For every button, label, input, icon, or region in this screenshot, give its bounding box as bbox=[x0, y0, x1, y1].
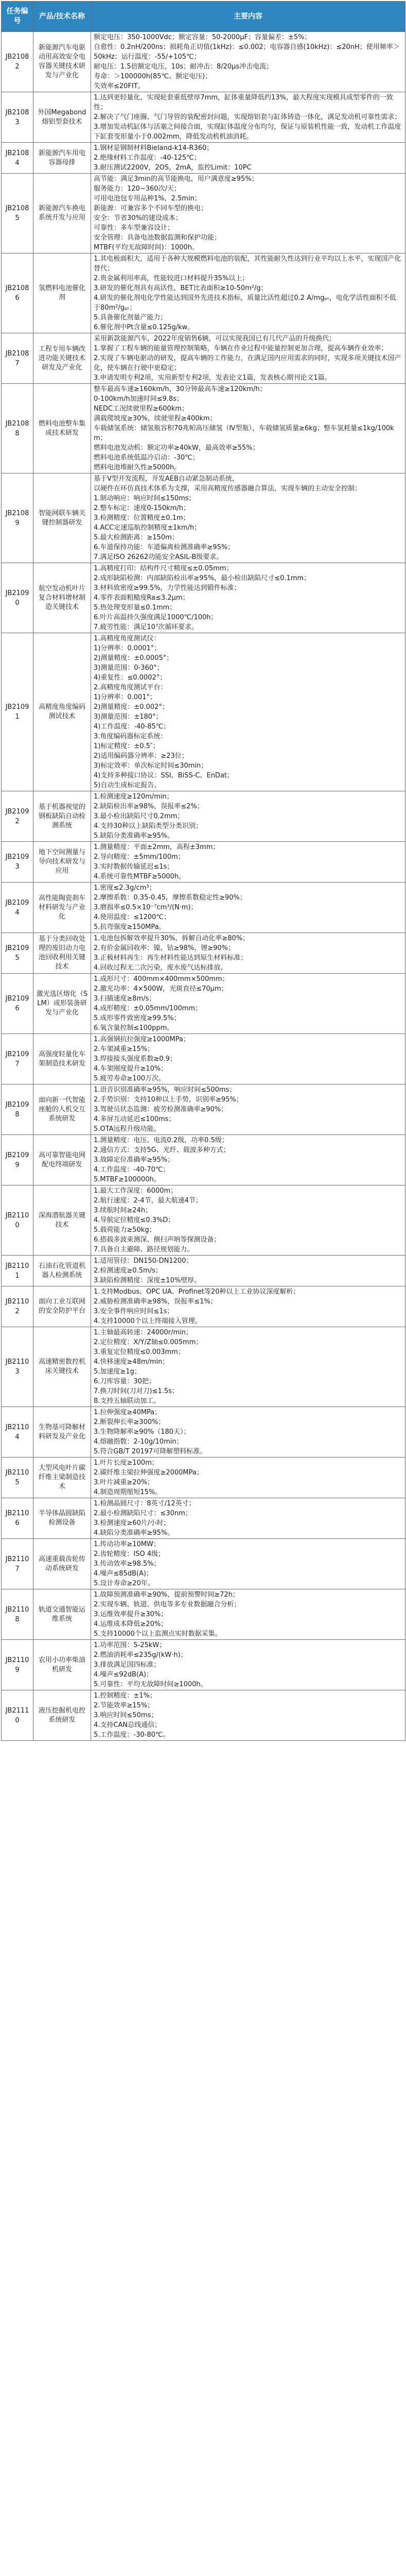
content-line: 5.支持10000个以上监测点实时数据采集。 bbox=[94, 1630, 222, 1638]
content-line: 6.搭载多波束测深、侧扫声呐等探测设备； bbox=[94, 1236, 221, 1244]
content-line: 7.疲劳性能：满足10⁷次循环要求。 bbox=[94, 623, 199, 631]
content-line: 2.车架减重≥15%； bbox=[94, 1045, 154, 1053]
content-line: 3.正极材料再生：再生材料性能达到原生材料标准； bbox=[94, 954, 248, 962]
content-line: 车载储氢系统：储氢瓶容积70兆帕高压储氢（Ⅳ型瓶），车载储氢质量≥6kg；整车氢耗量≤1kg/100km； bbox=[94, 425, 394, 442]
content-line: 2)测量精度：±0.002°； bbox=[94, 703, 169, 711]
content-line: 8.支持五轴联动加工。 bbox=[94, 1397, 161, 1405]
product-name-cell: 面向工业互联网的安全防护平台 bbox=[33, 1286, 91, 1327]
content-line: 3.故障定位准确率≥95%； bbox=[94, 1156, 174, 1164]
table-row bbox=[2, 563, 405, 633]
content-line: 采用新款能源汽车，2022年度销售6辆，可以实现我国已有几代产品的升级换代； bbox=[94, 335, 336, 343]
content-line: 2.贵金属利用率高，性能较进口材料提升35%以上； bbox=[94, 275, 249, 282]
main-content-cell bbox=[91, 1327, 405, 1407]
table-row bbox=[2, 1589, 405, 1640]
content-line: 3.扫描速度≥8m/s； bbox=[94, 995, 156, 1003]
task-code-cell: JB21110 bbox=[2, 1690, 33, 1741]
content-line: 7.满足ISO 26262功能安全ASIL-B级要求。 bbox=[94, 553, 223, 561]
product-name-cell: 新能源汽车换电系统开发与应用 bbox=[33, 174, 91, 253]
content-line: 整车最高车速≥160km/h，30分钟最高车速≥120km/h； bbox=[94, 385, 267, 393]
content-line: 7.换刀时间(刀对刀)≤1.5s； bbox=[94, 1387, 179, 1395]
content-line: 5.具备催化剂量产能力； bbox=[94, 314, 167, 321]
main-content-cell bbox=[91, 1589, 405, 1640]
content-line: 3.研发的催化剂具有高活性，BET比表面积≥10-50m²/g； bbox=[94, 284, 268, 292]
content-line: 1)分辨率：0.001°； bbox=[94, 693, 157, 701]
content-line: 1.叶片长度≥100m； bbox=[94, 1459, 158, 1467]
content-line: 2.碳纤维主梁拉伸强度≥2000MPa； bbox=[94, 1469, 203, 1477]
content-line: 3.材料致密度≥99.5%，力学性能达到锻件标准； bbox=[94, 584, 241, 592]
content-line: 5.工作温度：-30-80℃。 bbox=[94, 1731, 170, 1739]
table-row bbox=[2, 1286, 405, 1327]
main-content-cell bbox=[91, 1458, 405, 1498]
content-line: 3.检测速度≥60片/小时； bbox=[94, 1519, 170, 1527]
table-row bbox=[2, 1690, 405, 1741]
content-line: 4.噪声≤85dB(A)； bbox=[94, 1570, 153, 1578]
main-content-cell bbox=[91, 1185, 405, 1256]
product-name-cell: 轨道交通智能运维系统 bbox=[33, 1589, 91, 1640]
task-code-cell: JB21106 bbox=[2, 1498, 33, 1539]
content-line: 5.疲劳寿命≥100万次。 bbox=[94, 1075, 166, 1082]
table-row bbox=[2, 842, 405, 883]
document-sheet bbox=[1, 1, 405, 1741]
main-content-cell bbox=[91, 1407, 405, 1458]
product-name-cell: 基于分类回收处理的废旧动力电池回收利用关键技术 bbox=[33, 933, 91, 974]
content-line: 4.支持30种以上缺陷类型分类识别； bbox=[94, 822, 202, 830]
table-row bbox=[2, 1034, 405, 1084]
content-line: 1.适用管径：DN150-DN1200； bbox=[94, 1257, 193, 1265]
content-line: 2.齿轮精度：ISO 4级； bbox=[94, 1550, 165, 1558]
main-content-cell bbox=[91, 1690, 405, 1741]
content-line: 满载爬坡度≥30%，续驶里程≥400km； bbox=[94, 415, 217, 422]
task-code-cell: JB21084 bbox=[2, 143, 33, 174]
task-table bbox=[1, 1, 405, 1741]
table-row bbox=[2, 384, 405, 473]
content-line: 燃料电池堆耐久性≥5000h。 bbox=[94, 464, 181, 471]
content-line: 4.运维成本降低≥20%； bbox=[94, 1620, 168, 1628]
main-content-cell bbox=[91, 333, 405, 384]
product-name-cell: 航空发动机叶片复合材料增材制造关键技术 bbox=[33, 563, 91, 633]
content-line: 3.重复定位精度≤0.003mm； bbox=[94, 1348, 185, 1356]
content-line: 3)测量范围：±180°； bbox=[94, 713, 163, 721]
product-name-cell: 半导体晶圆缺陷检测设备 bbox=[33, 1498, 91, 1539]
product-name-cell: 石油石化管道机器人检测系统 bbox=[33, 1256, 91, 1286]
content-line: 1.拉伸强度≥40MPa； bbox=[94, 1409, 162, 1416]
content-line: 以硬件在环仿真技术体系为支撑，采用高精度传感器融合算法，实现车辆的主动安全控制； bbox=[94, 485, 362, 493]
content-line: 4.噪声≤92dB(A)； bbox=[94, 1671, 153, 1679]
content-line: 可靠性：多车型兼容设计； bbox=[94, 224, 174, 232]
main-content-cell bbox=[91, 563, 405, 633]
task-code-cell: JB21095 bbox=[2, 933, 33, 974]
content-line: 3)标定效率：单次标定时间≤30min； bbox=[94, 762, 208, 770]
content-line: 1.成形尺寸：400mm×400mm×500mm； bbox=[94, 975, 229, 983]
content-line: 2.摩擦系数：0.35-0.45，摩擦系数稳定性≥90%； bbox=[94, 894, 246, 902]
content-line: 5.MTBF≥100000h。 bbox=[94, 1176, 161, 1183]
task-code-cell: JB21086 bbox=[2, 253, 33, 333]
product-name-cell: 智能网联车辆关键控制器研发 bbox=[33, 473, 91, 563]
task-code-cell: JB21099 bbox=[2, 1135, 33, 1185]
content-line: 2.缺陷检出率≥98%，误报率≤2%； bbox=[94, 803, 204, 810]
table-row bbox=[2, 974, 405, 1034]
content-line: 1.语音识别准确率≥95%，响应时间≤500ms； bbox=[94, 1086, 236, 1094]
content-line: 1.最大工作深度：6000m； bbox=[94, 1187, 178, 1195]
content-line: 2.激光功率：4×500W，光斑直径≤70μm； bbox=[94, 985, 228, 993]
content-line: 3.申请发明专利2项，实用新型专利2项，发表论文1篇，发表核心期刊论文1篇。 bbox=[94, 374, 331, 382]
content-line: 1.控制精度：±1%； bbox=[94, 1692, 156, 1700]
content-line: 1.故障预测准确率≥90%，提前预警时间≥72h； bbox=[94, 1591, 239, 1599]
content-line: 寿命：＞100000h(85℃、额定电压)； bbox=[94, 73, 212, 80]
content-line: 4.车架刚度提升≥10%； bbox=[94, 1065, 168, 1073]
content-line: 3.叶片减重≥20%； bbox=[94, 1479, 154, 1486]
content-line: 1.主轴最高转速：24000r/min； bbox=[94, 1329, 192, 1336]
content-line: 基于V型开发流程，开发AEB自动紧急制动系统， bbox=[94, 475, 239, 483]
content-line: 3.耐压测试2200V，2OS，2mA，监控Limit：10PC bbox=[94, 164, 252, 172]
table-row bbox=[2, 143, 405, 174]
content-line: 2.解决了气门座圈、气门导管的装配密封问题，实现熔铝套与缸体铸造一体化，满足发动机可靠性需求； bbox=[94, 113, 401, 121]
content-line: 4)支持多种接口协议：SSI、BiSS-C、EnDat； bbox=[94, 772, 234, 779]
content-line: 5.加速度≥1g； bbox=[94, 1368, 141, 1376]
content-line: 1.其电极面积大，适用于各种大规模燃料电池的装配，其性能耐久性达到行业平均以上水平，实现国产化替代； bbox=[94, 255, 401, 273]
main-content-cell bbox=[91, 633, 405, 791]
table-row bbox=[2, 92, 405, 143]
content-line: 6.叶片高温持久强度满足1000℃/100h； bbox=[94, 614, 218, 621]
content-line: 2.手势识别：支持10种以上手势，识别率≥95%； bbox=[94, 1096, 243, 1104]
task-code-cell: JB21091 bbox=[2, 633, 33, 791]
table-row bbox=[2, 253, 405, 333]
content-line: 1.传动功率≥10MW； bbox=[94, 1540, 160, 1548]
content-line: 5.热处理变形量≤0.1mm； bbox=[94, 604, 176, 612]
content-line: 3.实时数据传输延迟≤1s； bbox=[94, 863, 174, 871]
main-content-cell bbox=[91, 974, 405, 1034]
task-code-cell: JB21088 bbox=[2, 384, 33, 473]
content-line: 3.最小检出缺陷尺寸0.2mm； bbox=[94, 812, 184, 820]
content-line: 燃料电池发动机：额定功率≥40kW，最高效率≥55%； bbox=[94, 444, 259, 452]
content-line: 2.绝缘材料工作温度：-40-125℃； bbox=[94, 154, 201, 162]
main-content-cell bbox=[91, 933, 405, 974]
content-line: 2.高精度角度测试平台： bbox=[94, 684, 167, 691]
content-line: 2)适用编码器分辨率：≥23位； bbox=[94, 752, 188, 760]
main-content-cell bbox=[91, 1498, 405, 1539]
task-code-cell: JB21085 bbox=[2, 174, 33, 253]
content-line: 5.符合GB/T 20197可降解塑料标准。 bbox=[94, 1448, 207, 1455]
header-product-name: 产品/技术名称 bbox=[33, 2, 91, 32]
task-code-cell: JB21104 bbox=[2, 1407, 33, 1458]
content-line: 7.具备自主避障、路径规划能力。 bbox=[94, 1246, 194, 1253]
content-line: 1.钢材是钢制材料Bieland-k14-R360； bbox=[94, 144, 214, 152]
content-line: 6.催化剂中Pt含量≤0.125g/kw。 bbox=[94, 324, 195, 331]
content-line: 3.磨损率≤0.5×10⁻⁷cm³/(N·m)； bbox=[94, 904, 198, 911]
content-line: 1.检测晶圆尺寸：8英寸/12英寸； bbox=[94, 1500, 196, 1507]
product-name-cell: 高可靠智能电网配电终端研发 bbox=[33, 1135, 91, 1185]
content-line: 额定电压：350-1000Vdc；额定容量：50-2000μF；容量偏差：±5%； bbox=[94, 33, 311, 41]
content-line: 1.支持Modbus、OPC UA、Profinet等20种以上工业协议深度解析； bbox=[94, 1288, 300, 1296]
content-line: 5.抗弯强度≥150MPa。 bbox=[94, 923, 166, 931]
product-name-cell: 氢燃料电池催化剂 bbox=[33, 253, 91, 333]
content-line: 2.实现车辆、轨道、供电等多专业数据融合分析； bbox=[94, 1601, 241, 1608]
content-line: 2.航行速度：2-4节，最大航速4节； bbox=[94, 1197, 202, 1205]
content-line: 4.快移速度≥48m/min； bbox=[94, 1358, 169, 1366]
content-line: NEDC工况续驶里程≥600km； bbox=[94, 405, 188, 413]
content-line: 耐电压：1.5倍额定电压，10s；耐冲击：8/20μs冲击电流； bbox=[94, 63, 273, 71]
task-code-cell: JB21092 bbox=[2, 791, 33, 842]
table-row bbox=[2, 1640, 405, 1690]
task-code-cell: JB21098 bbox=[2, 1084, 33, 1135]
table-row bbox=[2, 1185, 405, 1256]
product-name-cell: 基于机器视觉的钢板缺陷自动检测系统 bbox=[33, 791, 91, 842]
product-name-cell: 地下空间测量与导向技术研发与应用 bbox=[33, 842, 91, 883]
content-line: 2.最小检测缺陷尺寸：≤30nm； bbox=[94, 1510, 192, 1517]
content-line: 2.检测速度≥0.5m/s； bbox=[94, 1267, 162, 1275]
product-name-cell: 面向新一代智能座舱的人机交互系统研发 bbox=[33, 1084, 91, 1135]
content-line: 2.燃油消耗率≤235g/(kW·h)； bbox=[94, 1651, 187, 1659]
content-line: 4.支持10000个以上终端接入管理。 bbox=[94, 1317, 202, 1325]
table-row bbox=[2, 32, 405, 92]
content-line: 4.使用温度：≤1200℃； bbox=[94, 913, 170, 921]
content-line: 4.工作温度：-40-70℃； bbox=[94, 1166, 170, 1174]
content-line: 2.断裂伸长率≥300%； bbox=[94, 1418, 165, 1426]
content-line: 1.密度≤2.3g/cm³； bbox=[94, 884, 156, 892]
main-content-cell bbox=[91, 1034, 405, 1084]
content-line: 3.增加发动机缸体与活塞之间接合面，实现缸体温度分布均匀，保证与原装机性能一致，发动机工作温度下缸套变形量小于0.002mm，降低发动机机油消耗。 bbox=[94, 123, 401, 141]
content-line: 失效率≤20FIT。 bbox=[94, 82, 145, 90]
content-line: 4.回收过程无二次污染，废水废气达标排放。 bbox=[94, 964, 227, 972]
content-line: 4.制造周期缩短15%。 bbox=[94, 1488, 162, 1496]
task-code-cell: JB21100 bbox=[2, 1185, 33, 1256]
content-line: 3.驾驶员状态监测：疲劳检测准确率≥90%； bbox=[94, 1106, 228, 1113]
header-row bbox=[2, 2, 405, 32]
table-row bbox=[2, 174, 405, 253]
table-body bbox=[2, 32, 405, 1741]
content-line: 5.缺陷分类准确率≥95%。 bbox=[94, 832, 174, 840]
main-content-cell bbox=[91, 1135, 405, 1185]
content-line: 2.成形缺陷检测：内部缺陷检出率≥95%，最小检出缺陷尺寸≤0.1mm； bbox=[94, 574, 311, 582]
product-name-cell: 高强度轻量化车架制造技术研发 bbox=[33, 1034, 91, 1084]
task-code-cell: JB21108 bbox=[2, 1589, 33, 1640]
content-line: 1.达到更轻量化，实现轮套重低壁厚7mm，缸体重量降低约13%，最大程度实现模具成型零件的一致性； bbox=[94, 94, 393, 111]
header-main-content: 主要内容 bbox=[91, 2, 405, 32]
content-line: 安全管理：具备电池数据监测和保护功能； bbox=[94, 234, 221, 242]
table-row bbox=[2, 633, 405, 791]
content-line: 4)工作温度：-40-85℃； bbox=[94, 723, 170, 731]
content-line: 5.可靠性：平均无故障时间≥1000h。 bbox=[94, 1681, 207, 1688]
product-name-cell: 外国Megabond熔铝型套技术 bbox=[33, 92, 91, 143]
main-content-cell bbox=[91, 791, 405, 842]
main-content-cell bbox=[91, 842, 405, 883]
content-line: 4.零件表面粗糙度Ra≤3.2μm； bbox=[94, 594, 189, 602]
content-line: 6.车道保持功能：车道偏离检测准确率≥95%； bbox=[94, 544, 235, 551]
table-row bbox=[2, 1498, 405, 1539]
content-line: 3.焊接接头强度系数≥0.9； bbox=[94, 1055, 176, 1063]
content-line: 1.制动响应：响应时间≤150ms； bbox=[94, 495, 196, 502]
table-row bbox=[2, 1458, 405, 1498]
content-line: 3.安全事件响应时间≤1s； bbox=[94, 1308, 174, 1315]
content-line: 2.节能效率≥15%； bbox=[94, 1702, 154, 1709]
content-line: 2.威胁检测准确率≥98%，误报率≤1%； bbox=[94, 1298, 217, 1306]
content-line: MTBF(平均无故障时间)：1000h。 bbox=[94, 244, 199, 251]
content-line: 3.运维效率提升≥30%； bbox=[94, 1611, 168, 1618]
product-name-cell: 液压挖掘机电控系统研发 bbox=[33, 1690, 91, 1741]
main-content-cell bbox=[91, 174, 405, 253]
task-code-cell: JB21082 bbox=[2, 32, 33, 92]
product-name-cell: 激光选区熔化（SLM）成形装备研发与产业化 bbox=[33, 974, 91, 1034]
content-line: 3.缺陷检测精度：深度±10%壁厚。 bbox=[94, 1277, 201, 1284]
table-row bbox=[2, 333, 405, 384]
content-line: 1.掌握了工程车辆的能量管理控制策略，车辆在作业过程中能量控制更加合理，提高车辆作业效率； bbox=[94, 345, 388, 352]
content-line: 2.实现了车辆电驱动的研发，提高车辆的工作能力，在满足国内应用需求的同时，实现多项关键技术国产化，使车辆在行驶中更稳定； bbox=[94, 354, 401, 372]
product-name-cell: 农用小功率柴油机研发 bbox=[33, 1640, 91, 1690]
content-line: 安全：节省30%的建设成本； bbox=[94, 214, 182, 222]
content-line: 5.设计寿命≥20年。 bbox=[94, 1580, 154, 1587]
content-line: 3.续航时间≥24h； bbox=[94, 1207, 152, 1214]
content-line: 1.高强钢抗拉强度≥1000MPa； bbox=[94, 1036, 190, 1043]
content-line: 2.通信方式：支持5G、光纤、载波多种方式； bbox=[94, 1146, 230, 1154]
content-line: 2.定位精度：X/Y/Z轴≤0.005mm； bbox=[94, 1338, 203, 1346]
task-code-cell: JB21097 bbox=[2, 1034, 33, 1084]
table-row bbox=[2, 1135, 405, 1185]
main-content-cell bbox=[91, 1256, 405, 1286]
content-line: 4.导航定位精度≤0.3%D； bbox=[94, 1216, 175, 1224]
content-line: 4.系统可靠性MTBF≥5000h。 bbox=[94, 873, 186, 880]
product-name-cell: 高精度角度编码测试技术 bbox=[33, 633, 91, 791]
table-row bbox=[2, 473, 405, 563]
product-name-cell: 高速精密数控机床关键技术 bbox=[33, 1327, 91, 1407]
content-line: 3)测量范围：0-360°； bbox=[94, 664, 164, 672]
content-line: 1.高精度角度测试仪： bbox=[94, 635, 161, 642]
content-line: 3.生物降解率≥90%（180天）； bbox=[94, 1428, 190, 1436]
product-name-cell: 工程专用车辆改进功能关键技术研发及产业化 bbox=[33, 333, 91, 384]
product-name-cell: 燃料电池整车集成技术研发 bbox=[33, 384, 91, 473]
content-line: 1)标定精度：±0.5″； bbox=[94, 742, 160, 750]
product-name-cell: 深海潜航器关键技术 bbox=[33, 1185, 91, 1256]
main-content-cell bbox=[91, 473, 405, 563]
main-content-cell bbox=[91, 1286, 405, 1327]
content-line: 4.缺陷分类准确率≥95%。 bbox=[94, 1529, 174, 1537]
task-code-cell: JB21103 bbox=[2, 1327, 33, 1407]
content-line: 2.导向精度：±5mm/100m； bbox=[94, 853, 185, 861]
task-code-cell: JB21105 bbox=[2, 1458, 33, 1498]
task-code-cell: JB21087 bbox=[2, 333, 33, 384]
content-line: 3.响应时间≤50ms； bbox=[94, 1711, 158, 1719]
main-content-cell bbox=[91, 1640, 405, 1690]
content-line: 3.排放满足国四标准； bbox=[94, 1661, 161, 1669]
table-row bbox=[2, 1539, 405, 1589]
content-line: 2)测量精度：±0.0005°； bbox=[94, 654, 173, 662]
product-name-cell: 高性能陶瓷刹车材料研发与产业化 bbox=[33, 883, 91, 933]
task-code-cell: JB21107 bbox=[2, 1539, 33, 1589]
content-line: 5.最大检测距离：≥150m； bbox=[94, 534, 179, 541]
main-content-cell bbox=[91, 92, 405, 143]
content-line: 1.检测速度≥120m/min； bbox=[94, 793, 173, 801]
main-content-cell bbox=[91, 883, 405, 933]
main-content-cell bbox=[91, 143, 405, 174]
main-content-cell bbox=[91, 1084, 405, 1135]
content-line: 1.测量精度：电压、电流0.2级，功率0.5级； bbox=[94, 1137, 228, 1144]
product-name-cell: 生物基可降解材料研发及产业化 bbox=[33, 1407, 91, 1458]
task-code-cell: JB21089 bbox=[2, 473, 33, 563]
content-line: 4.多屏互动延迟≤100ms； bbox=[94, 1115, 175, 1123]
main-content-cell bbox=[91, 1539, 405, 1589]
content-line: 1)分辨率：0.0001°； bbox=[94, 645, 161, 652]
content-line: 3.传动效率≥98.5%； bbox=[94, 1560, 161, 1568]
content-line: 1.测量精度：平面±2mm，高程±3mm； bbox=[94, 843, 220, 851]
main-content-cell bbox=[91, 253, 405, 333]
content-line: 自愈性：0.2nH/200ns；损耗角正切值(1kHz)：≤0.002；电容器自感(10kHz)：≤20nH；使用频率＞50kHz；运行温度：-55/+105℃； bbox=[94, 43, 400, 61]
content-line: 1.电池包拆解效率提升30%，拆解自动化率≥80%； bbox=[94, 935, 250, 942]
product-name-cell: 新能源汽车用电容器母排 bbox=[33, 143, 91, 174]
content-line: 4.研发的催化剂电化学性能达到国外先进技术指标，质量比活性超过0.2 A/mgₚₜ，电化学活性面积不低于80m²/gₚₜ； bbox=[94, 294, 396, 312]
content-line: 服务能力：120~360次/天； bbox=[94, 185, 181, 193]
content-line: 4)重复性：≤0.0002°； bbox=[94, 674, 167, 682]
content-line: 4.ACC定速巡航控制精度±1km/h； bbox=[94, 524, 201, 532]
task-code-cell: JB21102 bbox=[2, 1286, 33, 1327]
table-header bbox=[2, 2, 405, 32]
content-line: 高节能：满足3min的高节能换电，用户满意度≥95%； bbox=[94, 175, 258, 183]
content-line: 5.载荷能力≥50kg； bbox=[94, 1226, 156, 1234]
task-code-cell: JB21094 bbox=[2, 883, 33, 933]
content-line: 4.熔融指数：2-10g/10min； bbox=[94, 1438, 183, 1446]
table-row bbox=[2, 791, 405, 842]
content-line: 可用电池包专用品种1%，2.5min； bbox=[94, 195, 201, 202]
content-line: 燃料电池系统低温冷启动：-30℃； bbox=[94, 454, 199, 462]
content-line: 4.成形精度：±0.05mm/100mm； bbox=[94, 1005, 202, 1012]
product-name-cell: 大型风电叶片碳纤维主梁制造技术 bbox=[33, 1458, 91, 1498]
content-line: 5)自动生成标定报告。 bbox=[94, 782, 161, 789]
content-line: 2.整车标定：速度0-150km/h； bbox=[94, 504, 190, 512]
task-code-cell: JB21083 bbox=[2, 92, 33, 143]
table-row bbox=[2, 1084, 405, 1135]
product-name-cell: 新能源汽车电驱动用高效安全电容器关键技术研发与产业化 bbox=[33, 32, 91, 92]
table-row bbox=[2, 933, 405, 974]
content-line: 0-100km/h加速时间≤9.8s； bbox=[94, 395, 183, 403]
content-line: 6.刀库容量：30把； bbox=[94, 1378, 155, 1385]
content-line: 4.支持CAN总线通信； bbox=[94, 1721, 162, 1729]
content-line: 6.氧含量控制≤100ppm。 bbox=[94, 1024, 174, 1032]
content-line: 5.成形零件致密度≥99.5%； bbox=[94, 1014, 181, 1022]
header-task-code: 任务编号 bbox=[2, 2, 33, 32]
task-code-cell: JB21109 bbox=[2, 1640, 33, 1690]
table-row bbox=[2, 1407, 405, 1458]
content-line: 3.角度编码器标定系统： bbox=[94, 733, 167, 740]
content-line: 1.功率范围：5-25kW； bbox=[94, 1641, 166, 1649]
content-line: 1.高精度打印：结构件尺寸精度≤±0.05mm； bbox=[94, 565, 233, 572]
task-code-cell: JB21101 bbox=[2, 1256, 33, 1286]
product-name-cell: 高速重载齿轮传动系统研发 bbox=[33, 1539, 91, 1589]
content-line: 2.有价金属回收率：镍、钴≥98%，锂≥90%； bbox=[94, 944, 235, 952]
task-code-cell: JB21090 bbox=[2, 563, 33, 633]
task-code-cell: JB21093 bbox=[2, 842, 33, 883]
content-line: 3.检测精度：位置精度±0.1m； bbox=[94, 514, 190, 522]
content-line: 5.OTA远程升级功能。 bbox=[94, 1125, 161, 1133]
table-row bbox=[2, 1256, 405, 1286]
task-code-cell: JB21096 bbox=[2, 974, 33, 1034]
main-content-cell bbox=[91, 384, 405, 473]
table-row bbox=[2, 883, 405, 933]
content-line: 新能源：可兼容多个不同车型的换电； bbox=[94, 205, 208, 212]
table-row bbox=[2, 1327, 405, 1407]
main-content-cell bbox=[91, 32, 405, 92]
